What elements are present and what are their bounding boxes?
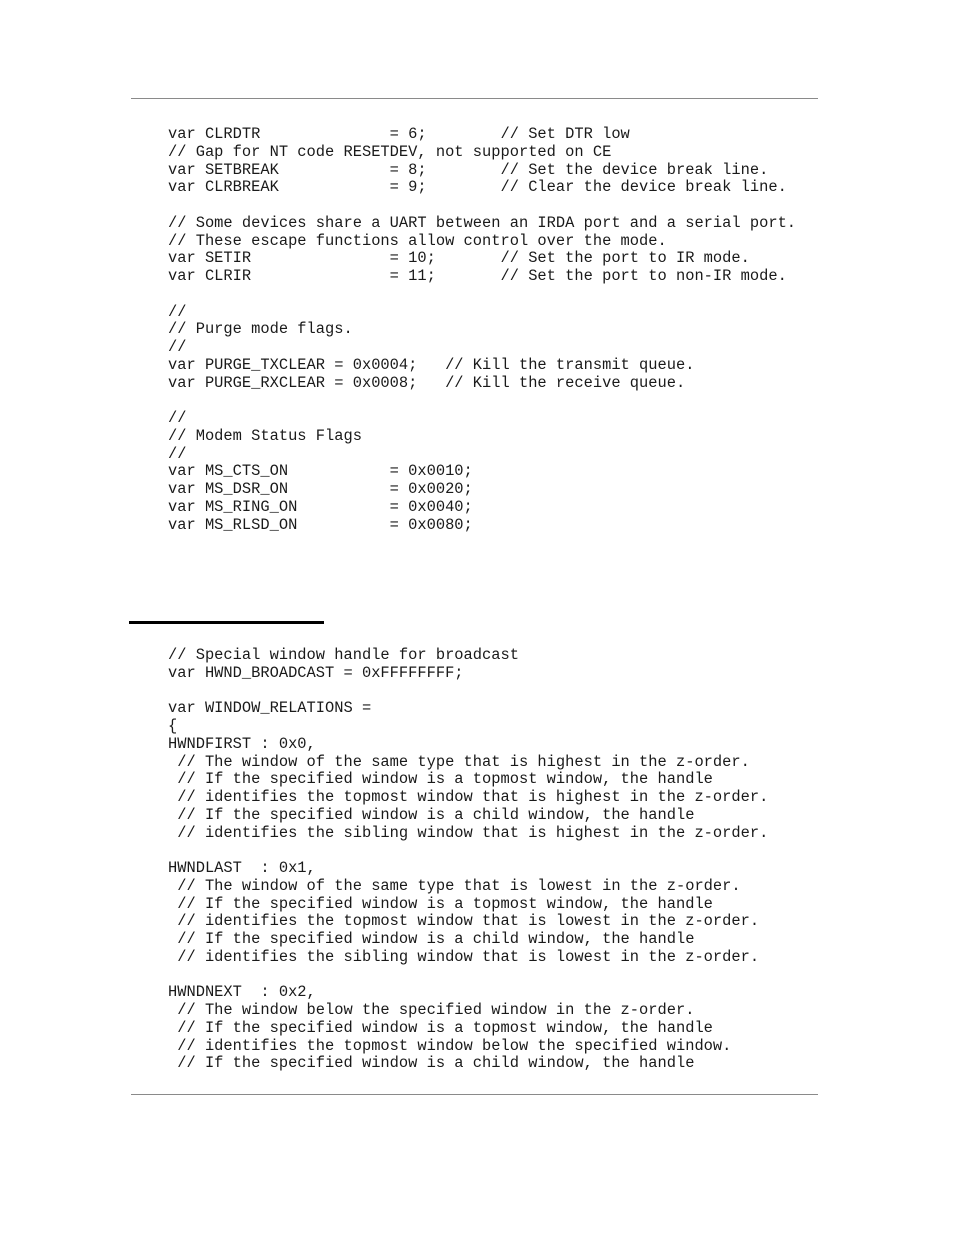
code-block-window-relations: [168, 647, 768, 1073]
code-line: // If the specified window is a topmost window, the handle: [168, 894, 713, 913]
code-line: var CLRDTR = 6; // Set DTR low: [168, 125, 630, 143]
code-line: // If the specified window is a child window, the handle: [168, 805, 695, 824]
code-block-serial-constants: [168, 126, 796, 534]
code-line: var SETBREAK = 8; // Set the device break line.: [168, 160, 769, 179]
code-line: HWNDNEXT : 0x2,: [168, 983, 316, 1002]
code-line: var CLRIR = 11; // Set the port to non-IR mode.: [168, 267, 787, 285]
code-line: var HWND_BROADCAST = 0xFFFFFFFF;: [168, 663, 464, 682]
code-line: //: [168, 338, 187, 356]
code-line: var MS_RING_ON = 0x0040;: [168, 497, 473, 516]
code-line: var PURGE_RXCLEAR = 0x0008; // Kill the receive queue.: [168, 373, 686, 392]
code-line: [168, 683, 768, 701]
code-line: var CLRBREAK = 9; // Clear the device break line.: [168, 178, 787, 197]
code-line: // Purge mode flags.: [168, 320, 353, 339]
section-divider-bar: [129, 621, 324, 624]
code-line: // Gap for NT code RESETDEV, not supported on CE: [168, 142, 612, 161]
page-footer-rule: [131, 1094, 818, 1095]
code-line: //: [168, 302, 187, 321]
code-line: {: [168, 717, 178, 735]
code-line: var PURGE_TXCLEAR = 0x0004; // Kill the transmit queue.: [168, 355, 695, 374]
code-line: // The window of the same type that is highest in the z-order.: [168, 752, 750, 771]
code-line: // identifies the sibling window that is highest in the z-order.: [168, 823, 769, 842]
code-line: // identifies the topmost window that is highest in the z-order.: [168, 788, 769, 806]
code-line: var SETIR = 10; // Set the port to IR mode.: [168, 249, 750, 268]
code-line: // If the specified window is a topmost window, the handle: [168, 1018, 713, 1037]
code-line: var MS_CTS_ON = 0x0010;: [168, 462, 473, 481]
code-line: var MS_DSR_ON = 0x0020;: [168, 480, 473, 498]
code-line: // identifies the topmost window below the specified window.: [168, 1036, 732, 1055]
code-line: [168, 197, 796, 215]
code-line: // If the specified window is a child window, the handle: [168, 930, 695, 948]
code-line: // identifies the sibling window that is lowest in the z-order.: [168, 947, 760, 966]
code-line: // If the specified window is a child window, the handle: [168, 1054, 695, 1073]
code-line: var WINDOW_RELATIONS =: [168, 699, 372, 718]
code-line: // The window below the specified window in the z-order.: [168, 1001, 695, 1019]
page-header-rule: [131, 98, 818, 99]
code-line: //: [168, 409, 187, 427]
code-line: [168, 392, 796, 410]
code-line: // Special window handle for broadcast: [168, 646, 519, 664]
code-line: HWNDFIRST : 0x0,: [168, 734, 316, 753]
code-line: // Modem Status Flags: [168, 426, 362, 445]
code-line: // Some devices share a UART between an IRDA port and a serial port.: [168, 213, 797, 232]
code-line: [168, 286, 796, 304]
code-line: HWNDLAST : 0x1,: [168, 859, 316, 877]
code-line: // identifies the topmost window that is lowest in the z-order.: [168, 912, 760, 931]
code-line: // These escape functions allow control over the mode.: [168, 231, 667, 250]
code-line: [168, 967, 768, 985]
code-line: // The window of the same type that is lowest in the z-order.: [168, 876, 741, 895]
code-line: var MS_RLSD_ON = 0x0080;: [168, 515, 473, 534]
code-line: // If the specified window is a topmost window, the handle: [168, 770, 713, 789]
code-line: //: [168, 444, 187, 463]
code-line: [168, 842, 768, 860]
